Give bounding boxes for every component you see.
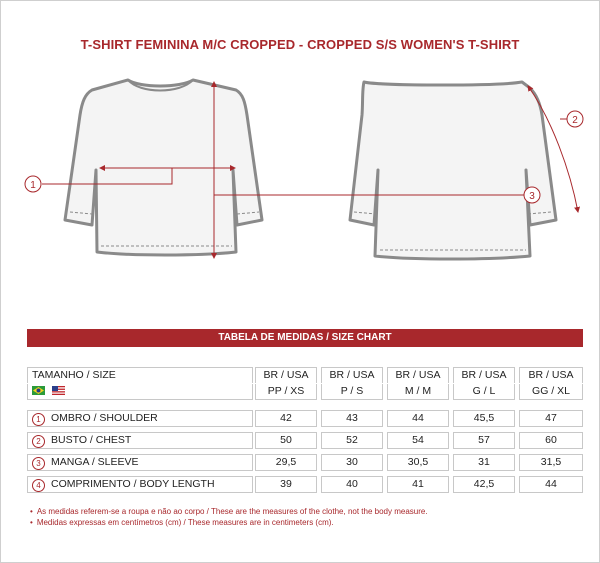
measure-value: 42 [255,410,317,427]
marker-3-text: 3 [529,191,535,202]
row-label-text: MANGA / SLEEVE [51,456,139,468]
table-row [27,410,583,427]
brazil-flag-icon [32,386,45,395]
region-label: BR / USA [387,367,449,383]
usa-flag-icon [52,386,65,395]
measure-value: 60 [519,432,583,449]
row-label [27,410,253,427]
measure-value: 41 [387,476,449,493]
measure-value: 39 [255,476,317,493]
measure-value: 30,5 [387,454,449,471]
footnotes [30,506,428,528]
number-badge: 3 [32,457,45,470]
measure-value: 50 [255,432,317,449]
region-label: BR / USA [321,367,383,383]
measure-value: 45,5 [453,410,515,427]
measure-value: 44 [519,476,583,493]
measure-value: 40 [321,476,383,493]
measure-table [27,410,583,493]
back-shirt-outline [350,82,556,259]
size-chart-header: TABELA DE MEDIDAS / SIZE CHART [27,329,583,347]
number-badge: 1 [32,413,45,426]
number-badge: 2 [32,435,45,448]
flags-cell [27,384,253,400]
row-label [27,454,253,471]
row-label-text: BUSTO / CHEST [51,434,132,446]
measure-value: 30 [321,454,383,471]
page-title: T-SHIRT FEMININA M/C CROPPED - CROPPED S/S WOMEN'S T-SHIRT [80,37,520,52]
size-value: PP / XS [255,384,317,400]
size-value: GG / XL [519,384,583,400]
region-label: BR / USA [519,367,583,383]
table-row [27,454,583,471]
marker-1-text: 1 [30,180,36,191]
row-label-text: OMBRO / SHOULDER [51,412,158,424]
footnote: • As medidas referem-se a roupa e não ao corpo / These are the measures of the clothe, not the body measure. [30,507,428,516]
measure-value: 44 [387,410,449,427]
measure-value: 57 [453,432,515,449]
table-header-row [27,367,583,384]
number-badge: 4 [32,479,45,492]
region-label: BR / USA [453,367,515,383]
footnote-text: Medidas expressas em centímetros (cm) / These measures are in centimeters (cm). [36,518,334,527]
measure-value: 31,5 [519,454,583,471]
measure-value: 54 [387,432,449,449]
measure-value: 52 [321,432,383,449]
size-table [27,367,583,401]
table-row [27,432,583,449]
measure-value: 43 [321,410,383,427]
row-label-text: COMPRIMENTO / BODY LENGTH [51,478,215,490]
footnote-text: As medidas referem-se a roupa e não ao corpo / These are the measures of the clothe, not the body measure. [36,507,428,516]
measure-value: 31 [453,454,515,471]
row-label [27,476,253,493]
region-label: BR / USA [255,367,317,383]
footnote: • Medidas expressas em centímetros (cm) / These measures are in centimeters (cm). [30,518,334,527]
measure-value: 47 [519,410,583,427]
table-row [27,476,583,493]
measure-value: 42,5 [453,476,515,493]
garment-diagram [0,60,600,280]
size-value: P / S [321,384,383,400]
size-value: G / L [453,384,515,400]
table-size-row [27,384,583,401]
row-label [27,432,253,449]
marker-2-text: 2 [572,115,578,126]
measure-value: 29,5 [255,454,317,471]
size-value: M / M [387,384,449,400]
size-label: TAMANHO / SIZE [27,367,253,383]
